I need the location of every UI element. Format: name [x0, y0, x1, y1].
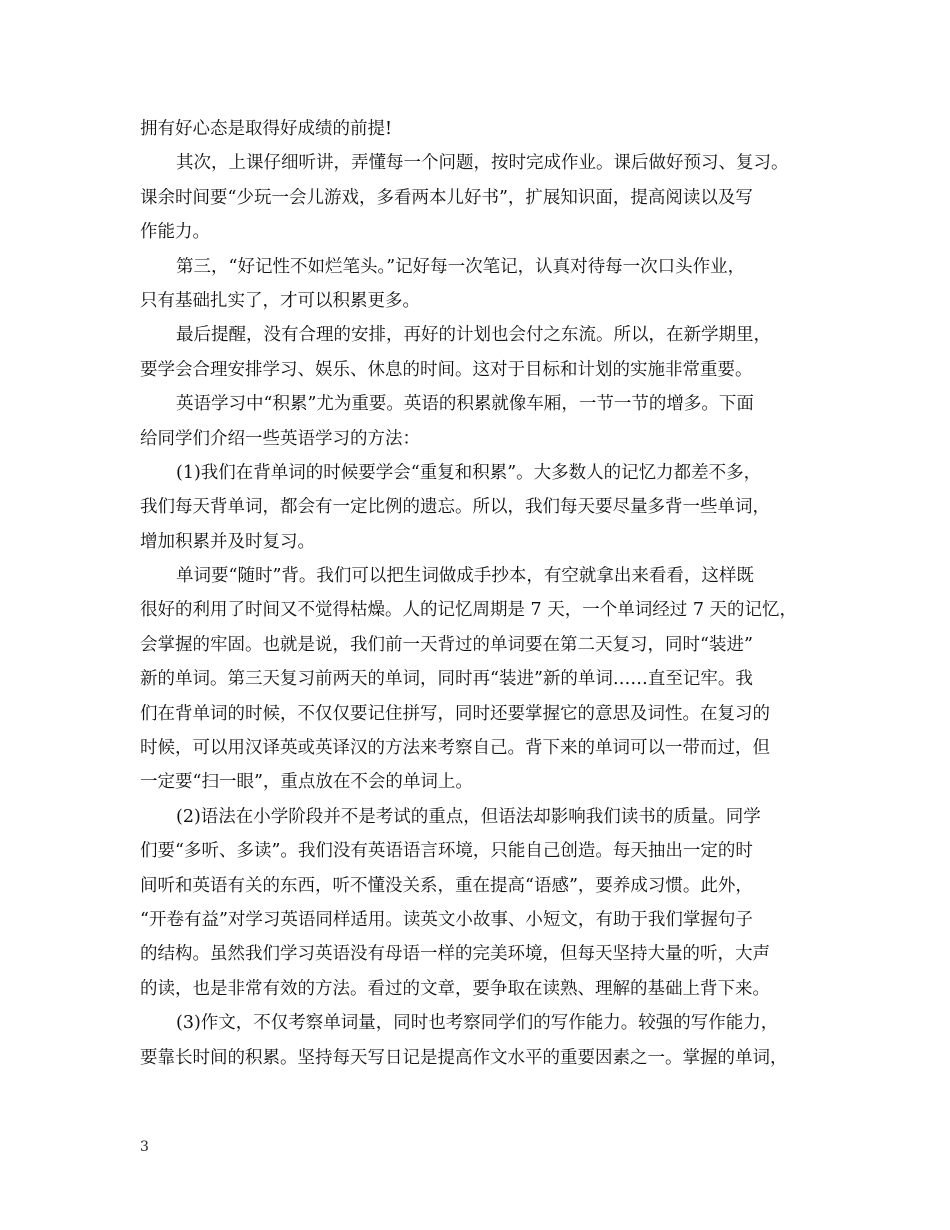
text-line: 最后提醒，没有合理的安排，再好的计划也会付之东流。所以，在新学期里， [176, 325, 771, 346]
text-line: 时候，可以用汉译英或英译汉的方法来考察自己。背下来的单词可以一带而过，但 [140, 738, 770, 759]
text-line: 英语学习中“积累”尤为重要。英语的积累就像车厢，一节一节的增多。下面 [176, 394, 754, 415]
text-line: 增加积累并及时复习。 [140, 531, 315, 552]
text-line: 我们每天背单词，都会有一定比例的遗忘。所以，我们每天要尽量多背一些单词， [140, 497, 770, 518]
text-line: 第三，“好记性不如烂笔头。”记好每一次笔记，认真对待每一次口头作业， [176, 256, 746, 277]
text-line: 其次，上课仔细听讲，弄懂每一个问题，按时完成作业。课后做好预习、复习。 [176, 153, 789, 174]
text-line: 新的单词。第三天复习前两天的单词，同时再“装进”新的单词……直至记牢。我 [140, 669, 753, 690]
text-line: 们要“多听、多读”。我们没有英语语言环境，只能自己创造。每天抽出一定的时 [140, 841, 753, 862]
document-body [140, 112, 812, 1075]
text-line: (2)语法在小学阶段并不是考试的重点，但语法却影响我们读书的质量。同学 [176, 806, 761, 827]
text-line: 一定要“扫一眼”，重点放在不会的单词上。 [140, 772, 473, 793]
text-line: 们在背单词的时候，不仅仅要记住拼写，同时还要掌握它的意思及词性。在复习的 [140, 703, 770, 724]
text-line: 要学会合理安排学习、娱乐、休息的时间。这对于目标和计划的实施非常重要。 [140, 359, 753, 380]
text-line: 间听和英语有关的东西，听不懂没关系，重在提高“语感”，要养成习惯。此外， [140, 875, 753, 896]
page-number: 3 [140, 1139, 149, 1155]
text-line: “开卷有益”对学习英语同样适用。读英文小故事、小短文，有助于我们掌握句子 [140, 909, 753, 930]
text-line: 只有基础扎实了，才可以积累更多。 [140, 290, 420, 311]
text-line: 很好的利用了时间又不觉得枯燥。人的记忆周期是 7 天，一个单词经过 7 天的记忆， [140, 600, 798, 621]
text-line: 的读，也是非常有效的方法。看过的文章，要争取在读熟、理解的基础上背下来。 [140, 978, 770, 999]
text-line: 单词要“随时”背。我们可以把生词做成手抄本，有空就拿出来看看，这样既 [176, 566, 754, 587]
text-line: 拥有好心态是取得好成绩的前提! [140, 119, 393, 139]
text-line: 给同学们介绍一些英语学习的方法： [140, 428, 420, 449]
text-line: 课余时间要“少玩一会儿游戏，多看两本儿好书”，扩展知识面，提高阅读以及写 [140, 187, 753, 208]
text-line: (1)我们在背单词的时候要学会“重复和积累”。大多数人的记忆力都差不多， [176, 462, 762, 483]
text-line: 会掌握的牢固。也就是说，我们前一天背过的单词要在第二天复习，同时“装进” [140, 634, 753, 655]
text-line: (3)作文，不仅考察单词量，同时也考察同学们的写作能力。较强的写作能力， [176, 1013, 779, 1034]
text-line: 的结构。虽然我们学习英语没有母语一样的完美环境，但每天坚持大量的听，大声 [140, 944, 770, 965]
text-line: 要靠长时间的积累。坚持每天写日记是提高作文水平的重要因素之一。掌握的单词， [140, 1047, 788, 1068]
text-line: 作能力。 [140, 222, 210, 243]
